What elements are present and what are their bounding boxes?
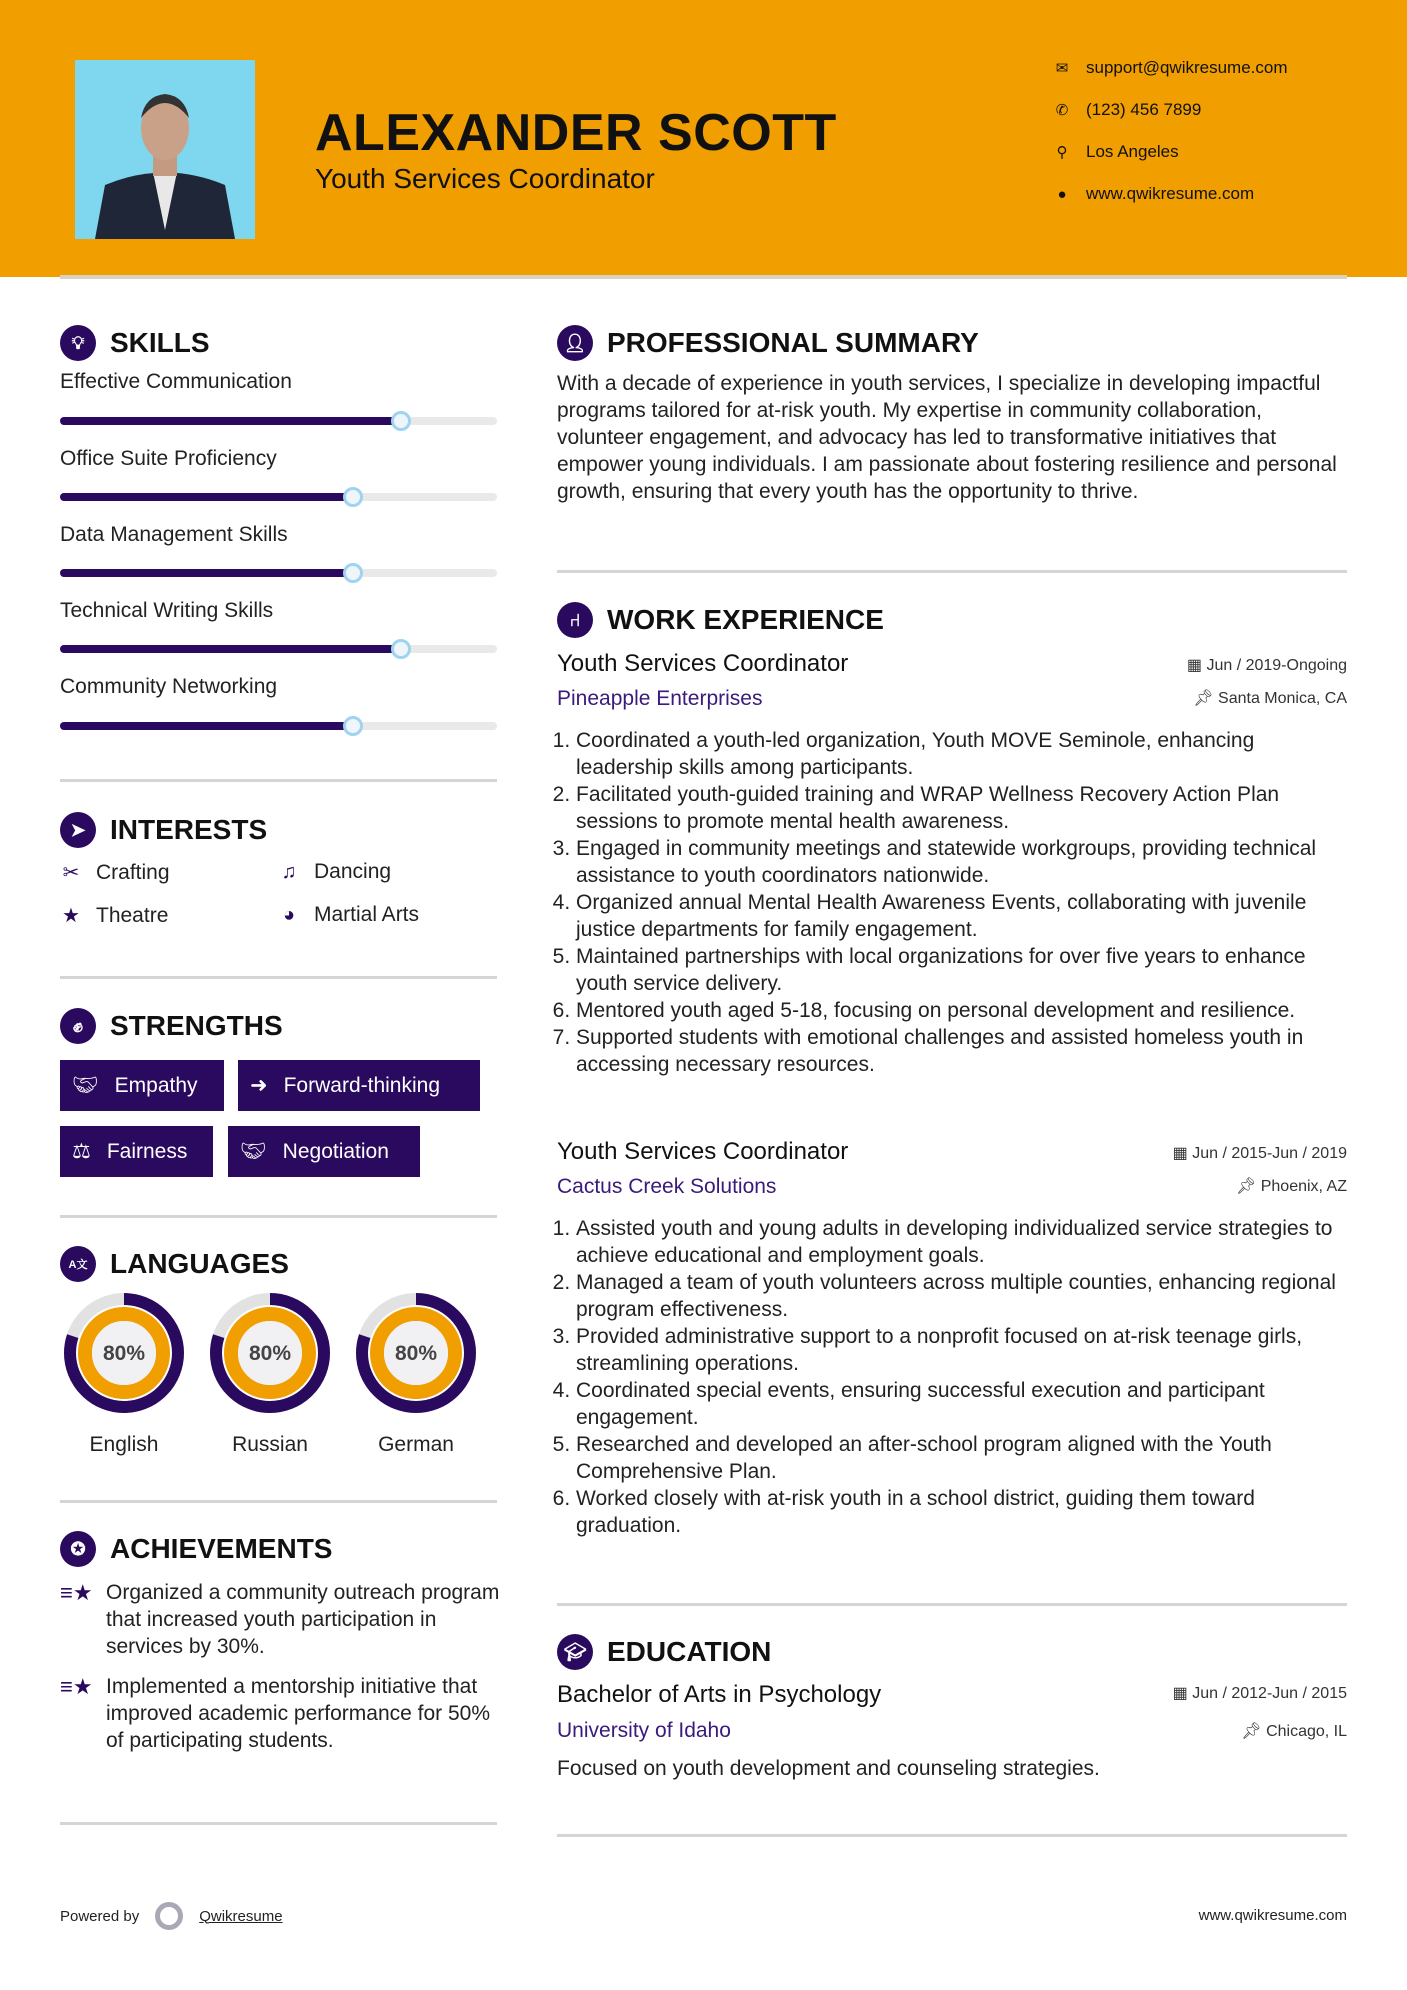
location-text: Phoenix, AZ xyxy=(1260,1178,1347,1195)
shooting-star-icon: ≡★ xyxy=(60,1580,93,1605)
skill-bar-fill xyxy=(60,645,401,653)
section-divider xyxy=(60,1215,497,1218)
job-bullet: 6. Worked closely with at-risk youth in a school district, guiding them toward graduation. xyxy=(576,1485,1347,1539)
heading-text: WORK EXPERIENCE xyxy=(607,604,884,635)
calendar-icon: ▦ xyxy=(1172,1145,1193,1162)
contact-phone[interactable] xyxy=(1052,100,1201,120)
contact-text: support@qwikresume.com xyxy=(1086,58,1288,77)
job-bullet: 4. Organized annual Mental Health Awareness Events, collaborating with juvenile justice departments for family engagement. xyxy=(576,889,1347,943)
language-item xyxy=(205,1292,335,1457)
map-pin-icon: ⚲ xyxy=(1056,144,1068,161)
calendar-icon: ▦ xyxy=(1186,657,1207,674)
star-icon: ★ xyxy=(62,905,80,927)
skill-label: Community Networking xyxy=(60,675,278,698)
skill-label: Data Management Skills xyxy=(60,523,288,546)
globe-icon: ◕ xyxy=(282,903,296,926)
arrow-right-icon: ➜ xyxy=(250,1074,268,1097)
lightbulb-icon: 💡︎ xyxy=(60,325,96,361)
job-bullet: 2. Managed a team of youth volunteers across multiple counties, enhancing regional program effectiveness. xyxy=(576,1269,1347,1323)
strength-label: Empathy xyxy=(114,1073,198,1097)
section-divider xyxy=(60,1822,497,1825)
contact-email[interactable] xyxy=(1052,58,1288,78)
contact-text: (123) 456 7899 xyxy=(1086,100,1202,119)
phone-icon: ✆ xyxy=(1055,102,1069,119)
language-item xyxy=(59,1292,189,1457)
strength-tag xyxy=(238,1060,480,1111)
skill-bar xyxy=(60,417,497,425)
summary-text: With a decade of experience in youth services, I specialize in developing impactful programs tailored for at-risk youth. My expertise in community collaboration, volunteer engagement, and advocacy has led to transformative initiatives that empower young individuals. I am passionate about fostering resilience and personal growth, ensuring that every youth has the opportunity to thrive. xyxy=(557,372,1337,503)
language-percent: 80% xyxy=(248,1342,292,1365)
skill-label: Office Suite Proficiency xyxy=(60,447,277,470)
strength-label: Negotiation xyxy=(282,1139,389,1163)
star-badge-icon: ✪ xyxy=(60,1531,96,1567)
interests-heading xyxy=(60,812,267,848)
job-dates xyxy=(1187,655,1347,675)
achievements-heading xyxy=(60,1531,332,1567)
skill-bar xyxy=(60,645,497,653)
degree: Bachelor of Arts in Psychology xyxy=(557,1681,882,1708)
job-bullet: 6. Mentored youth aged 5-18, focusing on personal development and resilience. xyxy=(576,997,1347,1024)
job-bullet: 1. Coordinated a youth-led organization, Youth MOVE Seminole, enhancing leadership skills among participants. xyxy=(576,727,1347,781)
education-description: Focused on youth development and counseling strategies. xyxy=(557,1757,1100,1780)
achievement-item xyxy=(60,1673,500,1754)
skill-label: Effective Communication xyxy=(60,370,292,393)
candidate-title: Youth Services Coordinator xyxy=(315,163,655,194)
language-label: German xyxy=(378,1433,454,1456)
job-bullet: 3. Provided administrative support to a nonprofit focused on at-risk teenage girls, streamlining operations. xyxy=(576,1323,1347,1377)
section-divider xyxy=(557,570,1347,573)
section-divider xyxy=(60,976,497,979)
scissors-icon: ✂ xyxy=(62,862,80,884)
music-icon: ♫ xyxy=(281,860,297,883)
strength-label: Fairness xyxy=(106,1139,188,1163)
strength-tag xyxy=(60,1060,224,1111)
job-bullet: 1. Assisted youth and young adults in developing individualized service strategies to achieve educational and employment goals. xyxy=(576,1215,1347,1269)
skill-bar xyxy=(60,493,497,501)
location-text: Santa Monica, CA xyxy=(1218,690,1347,707)
interest-item xyxy=(278,860,391,884)
dates-text: Jun / 2015-Jun / 2019 xyxy=(1192,1145,1347,1162)
powered-by-text: Powered by xyxy=(60,1907,140,1925)
language-label: English xyxy=(89,1433,159,1456)
education-location xyxy=(1241,1721,1347,1741)
interest-item xyxy=(278,903,419,927)
job-dates xyxy=(1173,1143,1347,1163)
language-donut xyxy=(205,1292,335,1414)
calendar-icon: ▦ xyxy=(1172,1685,1193,1702)
contact-location xyxy=(1052,142,1179,162)
job-location xyxy=(1193,688,1347,708)
job-bullet: 5. Researched and developed an after-school program aligned with the Youth Comprehensive Plan. xyxy=(576,1431,1347,1485)
company-name: Pineapple Enterprises xyxy=(557,687,763,710)
user-icon: 👤︎ xyxy=(557,325,593,361)
language-donut xyxy=(59,1292,189,1414)
skills-heading xyxy=(60,325,210,361)
skill-bar-handle xyxy=(391,411,411,431)
job-bullet: 5. Maintained partnerships with local organizations for over five years to enhance youth service delivery. xyxy=(576,943,1347,997)
interest-item xyxy=(60,860,170,885)
skill-bar-fill xyxy=(60,722,353,730)
brand-link[interactable]: Qwikresume xyxy=(199,1907,283,1925)
job-bullet: 4. Coordinated special events, ensuring successful execution and participant engagement. xyxy=(576,1377,1347,1431)
skill-bar xyxy=(60,722,497,730)
skill-bar xyxy=(60,569,497,577)
contact-text: www.qwikresume.com xyxy=(1086,184,1255,203)
strength-tag xyxy=(228,1126,420,1177)
skill-bar-handle xyxy=(391,639,411,659)
work-heading xyxy=(557,602,884,638)
job-bullet: 7. Supported students with emotional challenges and assisted homeless youth in accessing necessary resources. xyxy=(576,1024,1347,1078)
job-bullet: 3. Engaged in community meetings and statewide workgroups, providing technical assistance to youth coordinators nationwide. xyxy=(576,835,1347,889)
location-text: Chicago, IL xyxy=(1266,1723,1347,1740)
dates-text: Jun / 2012-Jun / 2015 xyxy=(1192,1685,1347,1702)
header-divider xyxy=(60,275,1347,279)
section-divider xyxy=(557,1603,1347,1606)
skill-bar-fill xyxy=(60,417,401,425)
interest-label: Martial Arts xyxy=(314,903,420,926)
job-bullets xyxy=(557,727,1347,1078)
education-heading xyxy=(557,1634,771,1670)
fist-icon: ✊︎ xyxy=(60,1008,96,1044)
skill-bar-fill xyxy=(60,569,353,577)
handshake-icon: 🤝︎ xyxy=(240,1139,267,1163)
language-percent: 80% xyxy=(394,1342,438,1365)
skill-label: Technical Writing Skills xyxy=(60,599,274,622)
skill-bar-handle xyxy=(343,563,363,583)
qwikresume-logo-icon xyxy=(155,1902,183,1930)
job-location xyxy=(1236,1176,1347,1196)
interest-label: Dancing xyxy=(314,860,392,883)
translate-icon: A文 xyxy=(60,1246,96,1282)
achievement-text: Organized a community outreach program that increased youth participation in services by 30%. xyxy=(106,1581,500,1658)
dates-text: Jun / 2019-Ongoing xyxy=(1206,657,1347,674)
school: University of Idaho xyxy=(557,1719,731,1742)
language-donut xyxy=(351,1292,481,1414)
skill-bar-handle xyxy=(343,487,363,507)
footer-website[interactable]: www.qwikresume.com xyxy=(1198,1907,1347,1924)
languages-heading xyxy=(60,1246,289,1282)
job-bullet: 2. Facilitated youth-guided training and WRAP Wellness Recovery Action Plan sessions to promote mental health awareness. xyxy=(576,781,1347,835)
achievement-item xyxy=(60,1579,500,1660)
pin-icon: 📌︎ xyxy=(1193,690,1219,707)
envelope-icon: ✉ xyxy=(1055,60,1069,77)
company-name: Cactus Creek Solutions xyxy=(557,1175,777,1198)
strength-tag xyxy=(60,1126,213,1177)
pin-icon: 📌︎ xyxy=(1235,1178,1261,1195)
skill-bar-fill xyxy=(60,493,353,501)
interest-label: Theatre xyxy=(96,903,169,927)
summary-heading xyxy=(557,325,979,361)
strengths-heading xyxy=(60,1008,283,1044)
heading-text: PROFESSIONAL SUMMARY xyxy=(607,327,979,358)
language-item xyxy=(351,1292,481,1457)
heading-text: STRENGTHS xyxy=(110,1010,283,1041)
heading-text: LANGUAGES xyxy=(110,1248,289,1279)
heading-text: INTERESTS xyxy=(110,814,268,845)
job-bullets xyxy=(557,1215,1347,1539)
heading-text: SKILLS xyxy=(110,327,210,358)
skill-bar-handle xyxy=(343,716,363,736)
heading-text: EDUCATION xyxy=(607,1636,772,1667)
interest-label: Crafting xyxy=(96,860,170,884)
section-divider xyxy=(60,779,497,782)
pin-icon: 📌︎ xyxy=(1241,1723,1267,1740)
achievement-text: Implemented a mentorship initiative that improved academic performance for 50% of participating students. xyxy=(106,1675,491,1752)
interest-item xyxy=(60,903,168,928)
paper-plane-icon: ➤ xyxy=(60,812,96,848)
heading-text: ACHIEVEMENTS xyxy=(110,1533,333,1564)
strength-label: Forward-thinking xyxy=(283,1073,441,1097)
handshake-icon: 🤝︎ xyxy=(72,1073,99,1097)
scale-icon: ⚖ xyxy=(72,1140,91,1163)
contact-website[interactable] xyxy=(1052,184,1254,204)
shooting-star-icon: ≡★ xyxy=(60,1674,93,1699)
job-title: Youth Services Coordinator xyxy=(557,650,849,677)
chair-icon: ⑁ xyxy=(557,602,593,638)
globe-icon: ● xyxy=(1057,185,1067,203)
job-title: Youth Services Coordinator xyxy=(557,1138,849,1165)
section-divider xyxy=(60,1500,497,1503)
profile-photo xyxy=(75,60,255,239)
candidate-name: ALEXANDER SCOTT xyxy=(315,104,837,162)
language-percent: 80% xyxy=(102,1342,146,1365)
education-dates xyxy=(1173,1683,1347,1703)
language-label: Russian xyxy=(232,1433,308,1456)
section-divider xyxy=(557,1834,1347,1837)
footer-powered xyxy=(60,1902,283,1930)
graduate-icon: 🎓︎ xyxy=(557,1634,593,1670)
contact-text: Los Angeles xyxy=(1086,142,1179,161)
